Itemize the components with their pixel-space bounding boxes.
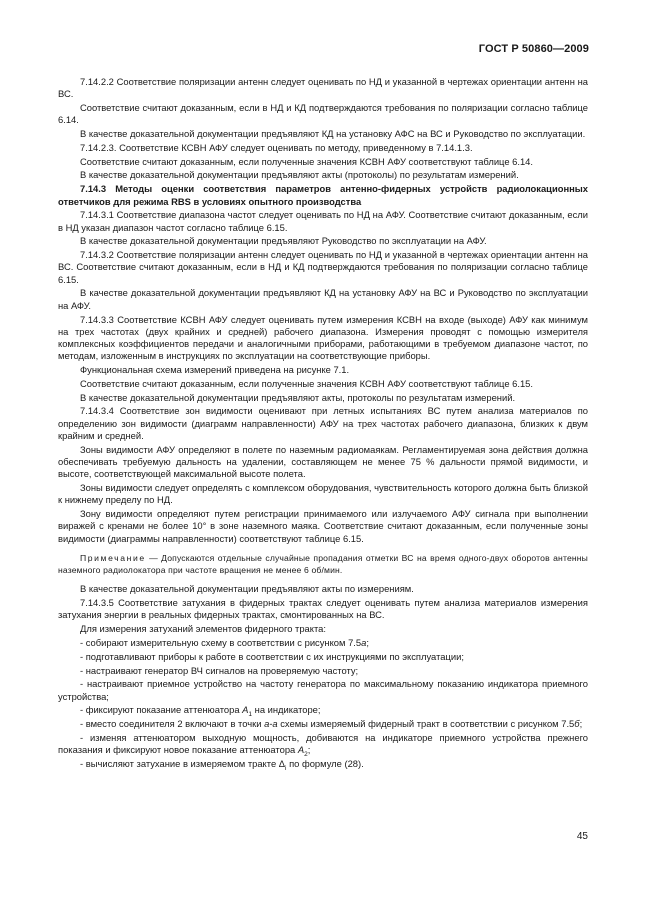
paragraph: Соответствие считают доказанным, если полученные значения КСВН АФУ соответствуют таблице 6.15. <box>80 377 533 389</box>
document-header: ГОСТ Р 50860—2009 <box>478 43 589 55</box>
list-item: - вместо соединителя 2 включают в точки а-а схемы измеряемый фидерный тракт в соответствии с рисунком 7.5б; <box>80 718 583 730</box>
paragraph: В качестве доказательной документации предъявляют акты по измерениям. <box>80 583 414 595</box>
paragraph: Зоны видимости следует определять с комплексом оборудования, чувствительность которого должна быть близкой к нижнему пределу по НД. <box>58 482 588 506</box>
list-item: - фиксируют показание аттенюатора $A_1$ на индикаторе; <box>80 704 321 719</box>
paragraph: Соответствие считают доказанным, если полученные значения КСВН АФУ соответствуют таблице 6.14. <box>80 155 533 167</box>
paragraph: Для измерения затуханий элементов фидерного тракта: <box>80 623 326 635</box>
paragraph: 7.14.3.5 Соответствие затухания в фидерных трактах следует оценивать путем анализа материалов измерения затухания энергии в реальных фидерных трактах, смонтированных на ВС. <box>58 597 588 621</box>
paragraph: 7.14.3.1 Соответствие диапазона частот следует оценивать по НД на АФУ. Соответствие считают доказанным, если в НД указан диапазон частот согласно таблице 6.15. <box>58 209 588 233</box>
paragraph: Зоны видимости АФУ определяют в полете по наземным радиомаякам. Регламентируемая зона действия должна обеспечивать требуемую дальность на удалении, составляющем не менее 75 % дальности прямой видимости, и высоте, соответствующей максимальной высоте полета. <box>58 443 588 480</box>
paragraph: В качестве доказательной документации предъявляют акты, протоколы по результатам измерений. <box>80 391 516 403</box>
paragraph: В качестве доказательной документации предъявляют КД на установку АФС на ВС и Руководство по эксплуатации. <box>80 128 586 140</box>
page-number: 45 <box>576 831 588 842</box>
list-item: - настраивают приемное устройство на частоту генератора по максимальному показанию индикатора приемного устройства; <box>58 678 588 702</box>
paragraph: В качестве доказательной документации предъявляют Руководство по эксплуатации на АФУ. <box>80 235 487 247</box>
paragraph: 7.14.2.3. Соответствие КСВН АФУ следует оценивать по методу, приведенному в 7.14.1.3. <box>80 141 473 153</box>
paragraph: В качестве доказательной документации предъявляют акты (протоколы) по результатам измерений. <box>80 169 519 181</box>
body-text <box>58 76 588 772</box>
list-item: - подготавливают приборы к работе в соответствии с их инструкциями по эксплуатации; <box>80 650 464 662</box>
paragraph: Зону видимости определяют путем регистрации принимаемого или излучаемого АФУ сигнала при выполнении виражей с кренами не более 10° в зоне наземного маяка. Соответствие считают доказанным, если полученные зоны видимости (диаграммы направленности) соответствуют таблице 6.15. <box>58 508 588 544</box>
list-item: - изменяя аттенюатором выходную мощность, добиваются на индикаторе приемного устройства прежнего показания и фиксируют новое показание аттенюатора $A_2$; <box>58 732 588 759</box>
paragraph: Функциональная схема измерений приведена на рисунке 7.1. <box>80 364 350 376</box>
paragraph: В качестве доказательной документации предъявляют КД на установку АФУ на ВС и Руководство по эксплуатации на АФУ. <box>58 287 588 311</box>
list-item: - вычисляют затухание в измеряемом тракте $\Delta_i$ по формуле (28). <box>80 758 364 772</box>
list-item: - настраивают генератор ВЧ сигналов на проверяемую частоту; <box>80 664 359 676</box>
note-text: — Допускаются отдельные случайные пропадания отметки ВС на время одного-двух оборотов антенны наземного радиолокатора при частоте вращения не менее 6 об/мин. <box>58 552 588 576</box>
paragraph: 7.14.2.2 Соответствие поляризации антенн следует оценивать по НД и указанной в чертежах ориентации антенн на ВС. <box>58 76 588 100</box>
paragraph: 7.14.3.4 Соответствие зон видимости оценивают при летных испытаниях ВС путем анализа материалов по определению зон видимости (диаграмм направленности) АФУ на трех частотах рабочего диапазона, близких к двум крайним и средней. <box>58 405 588 441</box>
section-heading: 7.14.3 Методы оценки соответствия параметров антенно-фидерных устройств радиолокационных ответчиков для режима RBS в условиях опытного производства <box>58 183 588 207</box>
note-label: Примечание <box>80 552 146 563</box>
paragraph: 7.14.3.2 Соответствие поляризации антенн следует оценивать по НД и указанной в чертежах ориентации антенн на ВС. Соответствие считают доказанным, если в НД и КД подтверждаются требования по поляризации согласно таблице 6.15. <box>58 249 588 285</box>
note-paragraph <box>58 552 588 577</box>
list-item: - собирают измерительную схему в соответствии с рисунком 7.5а; <box>80 636 369 648</box>
paragraph: 7.14.3.3 Соответствие КСВН АФУ следует оценивать путем измерения КСВН на входе (выходе) АФУ как минимум на трех частотах (двух крайних и средней) рабочего диапазона. Измерения проводят с помощью измерителя комплексных коэффициентов передачи и аналогичными приборами, работающими в требуемом диапазоне частот, по методам, изложенным в инструкциях по эксплуатации на соответствующие приборы. <box>58 313 588 362</box>
paragraph: Соответствие считают доказанным, если в НД и КД подтверждаются требования по поляризации согласно таблице 6.14. <box>58 102 588 126</box>
